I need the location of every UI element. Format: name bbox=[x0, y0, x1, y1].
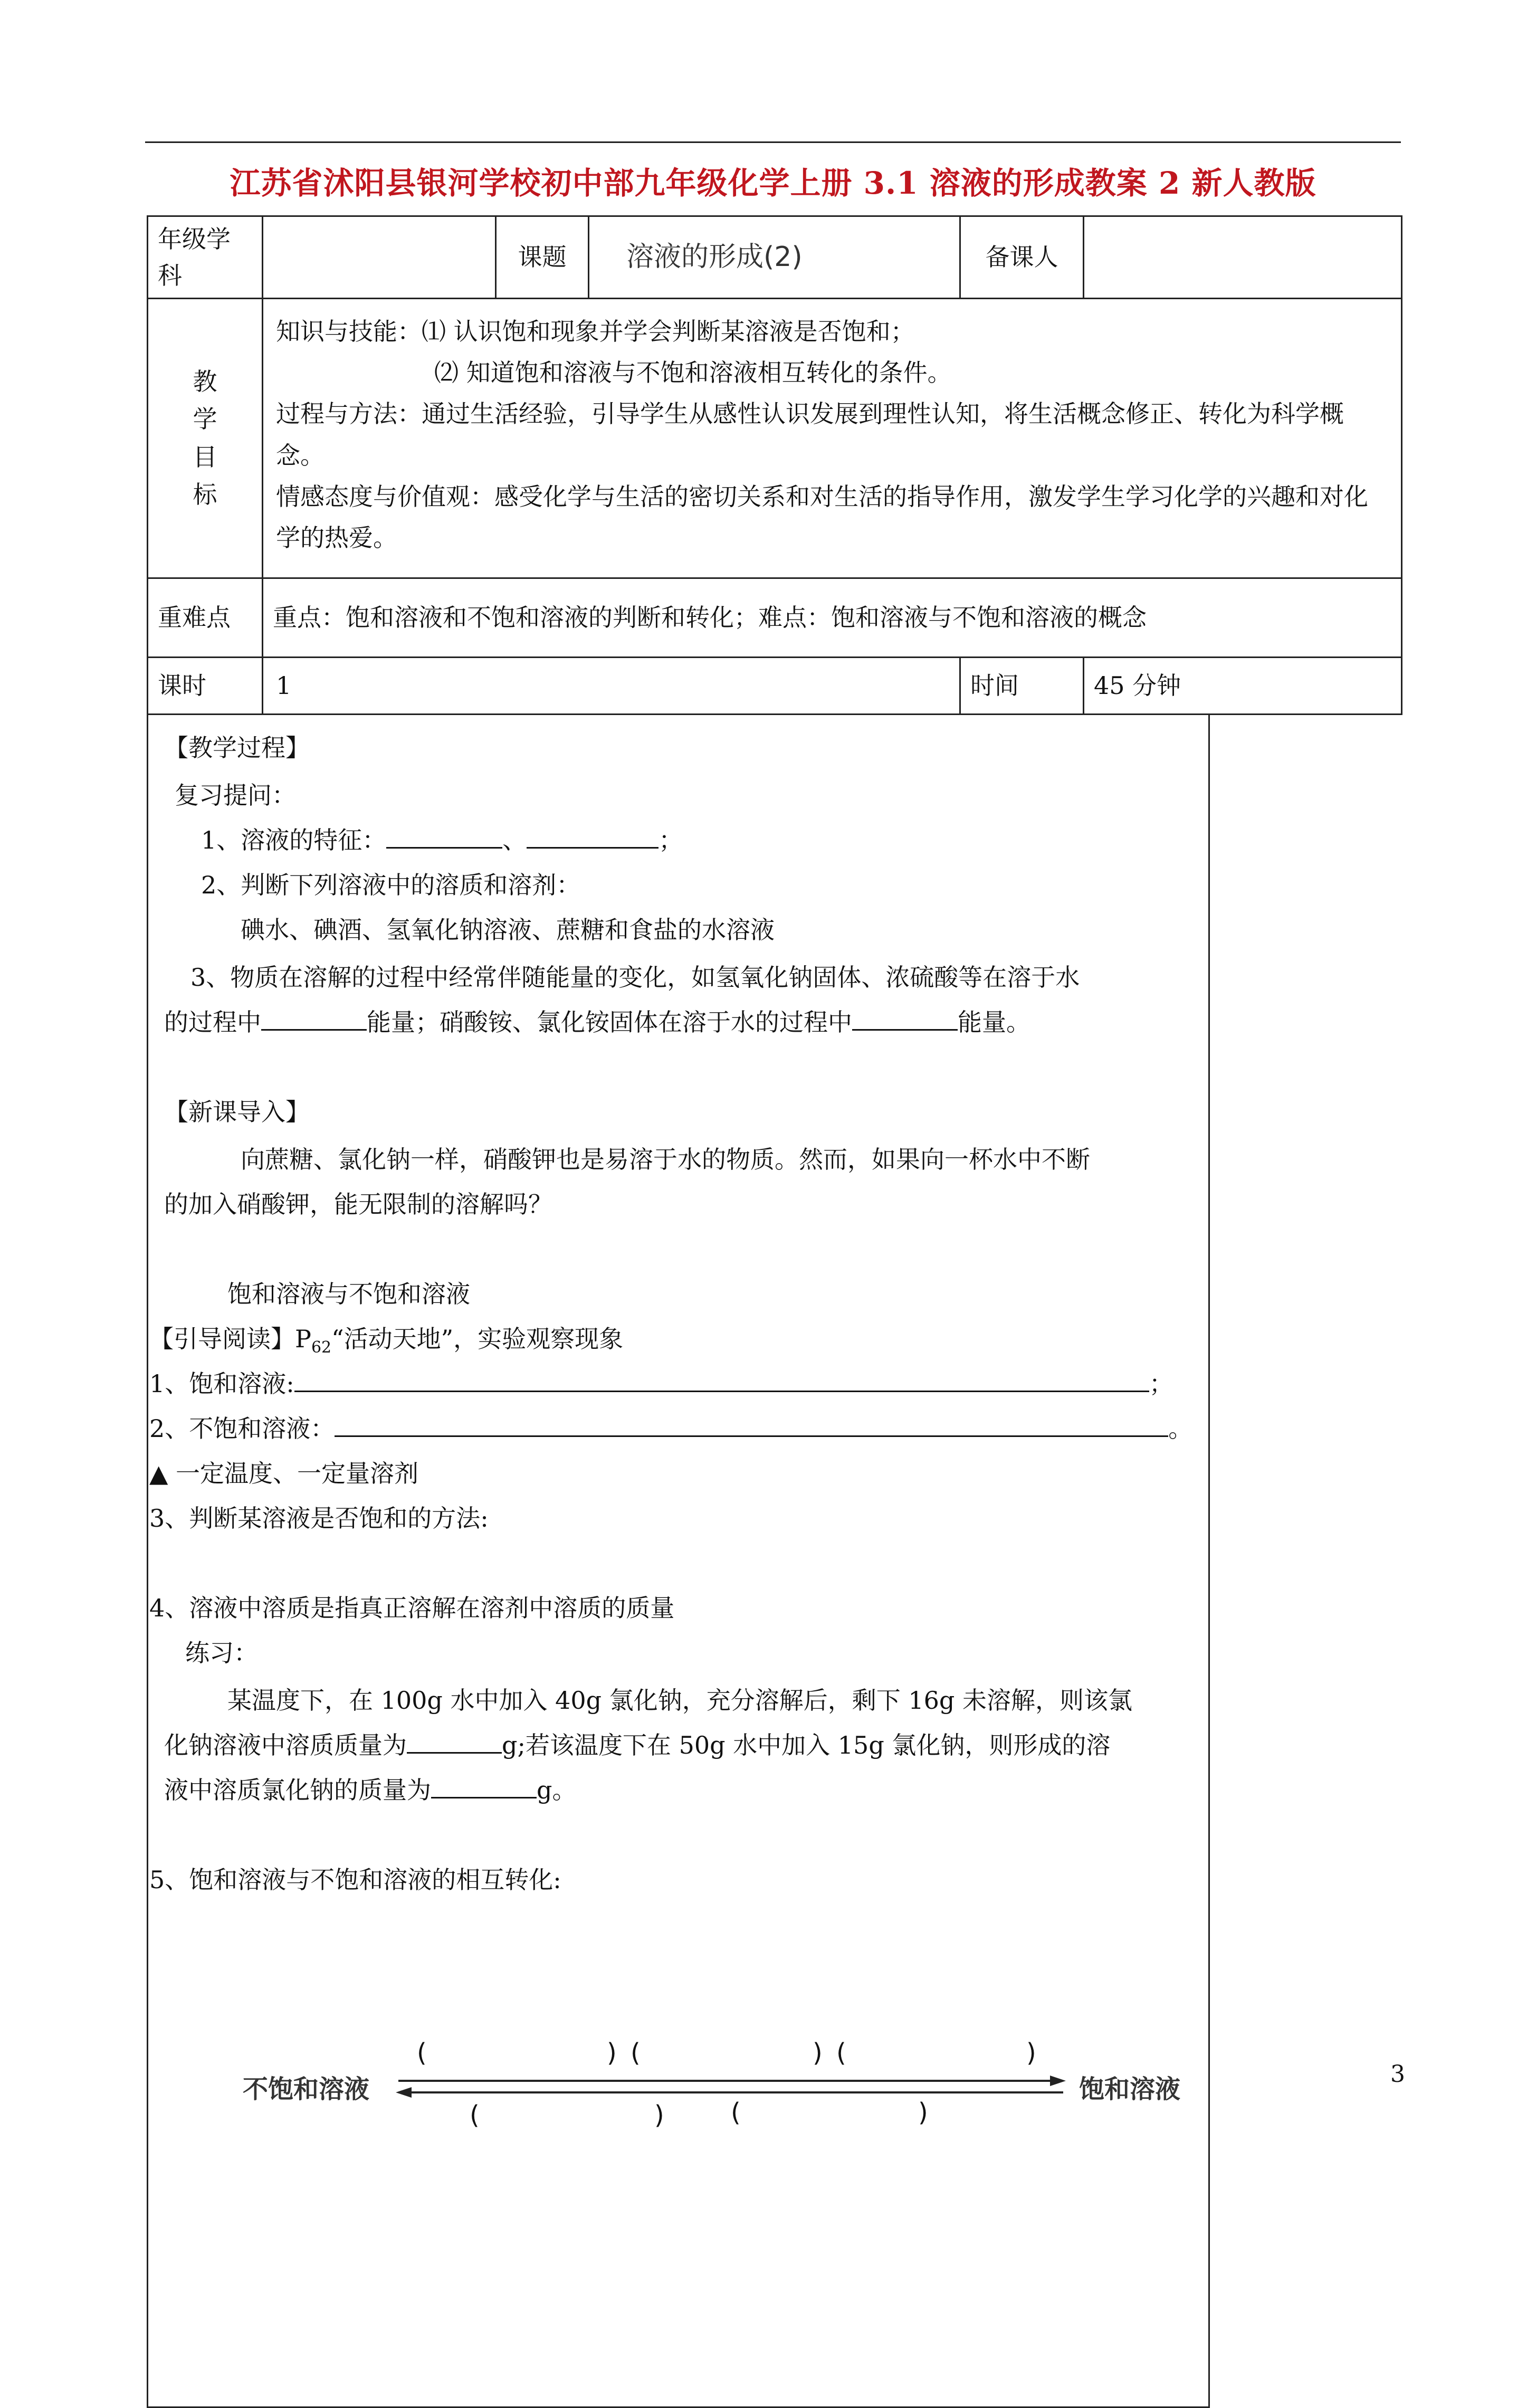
condition-paren-open: ( bbox=[836, 2038, 846, 2068]
condition-paren-close: ) bbox=[1026, 2038, 1036, 2068]
condition-paren-close: ) bbox=[813, 2038, 823, 2068]
topic-value: 溶液的形成 bbox=[626, 241, 764, 273]
topic-suffix: (2) bbox=[764, 241, 803, 273]
intro-heading: 【新课导入】 bbox=[164, 1098, 310, 1126]
topic-label: 课题 bbox=[518, 243, 567, 272]
exercise-line-2: 化钠溶液中溶质质量为 g;若该温度下在 50g 水中加入 15g 氯化钠，则形成的溶 bbox=[164, 1722, 1110, 1768]
goals-label-cell bbox=[148, 299, 263, 578]
answer-blank bbox=[261, 1005, 367, 1031]
time-label-cell bbox=[960, 658, 1084, 715]
condition-paren-close: ) bbox=[607, 2038, 617, 2068]
intro-line-2: 的加入硝酸钾，能无限制的溶解吗？ bbox=[164, 1190, 552, 1219]
goal-attitude: 情感态度与价值观：感受化学与生活的密切关系和对生活的指导作用，激发学生学习化学的兴趣和对化学的热爱。 bbox=[276, 482, 1368, 552]
question-3-line-1: 3、物质在溶解的过程中经常伴随能量的变化，如氢氧化钠固体、浓硫酸等在溶于水 bbox=[190, 963, 1080, 992]
answer-blank bbox=[407, 1728, 502, 1754]
item-unsaturated: 2、不饱和溶液： 。 bbox=[149, 1406, 1192, 1452]
grade-label-cell bbox=[148, 216, 263, 299]
time-label: 时间 bbox=[970, 671, 1019, 700]
grade-label: 年级学科 bbox=[158, 224, 231, 290]
key-value-cell bbox=[263, 578, 1402, 658]
goals-cell bbox=[263, 299, 1402, 578]
preparer-label-cell bbox=[960, 216, 1084, 299]
topic-value-cell bbox=[589, 216, 960, 299]
document-title: 江苏省沭阳县银河学校初中部九年级化学上册 3.1 溶液的形成教案 2 新人教版 bbox=[230, 165, 1316, 201]
practice-heading: 练习： bbox=[185, 1639, 258, 1667]
preparer-value-cell bbox=[1084, 216, 1402, 299]
condition-note: ▲ 一定温度、一定量溶剂 bbox=[149, 1459, 418, 1488]
question-2: 2、判断下列溶液中的溶质和溶剂： bbox=[201, 871, 581, 899]
answer-blank bbox=[294, 1366, 1149, 1392]
review-heading: 复习提问： bbox=[175, 781, 296, 810]
section-title: 饱和溶液与不饱和溶液 bbox=[227, 1280, 470, 1308]
period-value: 1 bbox=[276, 671, 292, 700]
goal-knowledge-2: ⑵ 知道饱和溶液与不饱和溶液相互转化的条件。 bbox=[434, 358, 952, 387]
key-value: 重点：饱和溶液和不饱和溶液的判断和转化；难点：饱和溶液与不饱和溶液的概念 bbox=[273, 603, 1147, 632]
question-3-line-2: 的过程中 能量；硝酸铵、氯化铵固体在溶于水的过程中 能量。 bbox=[164, 1000, 1030, 1045]
condition-paren-open: ( bbox=[470, 2100, 480, 2130]
exercise-line-1: 某温度下，在 100g 水中加入 40g 氯化钠，充分溶解后，剩下 16g 未溶解，则该氯 bbox=[227, 1686, 1132, 1715]
condition-paren-open: ( bbox=[631, 2038, 641, 2068]
period-label-cell bbox=[148, 658, 263, 715]
page-number: 3 bbox=[1390, 2061, 1405, 2088]
answer-blank bbox=[527, 823, 658, 849]
goals-label: 教学目标 bbox=[193, 367, 217, 509]
item-conversion: 5、饱和溶液与不饱和溶液的相互转化: bbox=[149, 1866, 561, 1894]
answer-blank bbox=[335, 1411, 1168, 1437]
answer-blank bbox=[431, 1773, 537, 1798]
info-table bbox=[147, 215, 1402, 715]
answer-blank bbox=[386, 823, 502, 849]
key-label-cell bbox=[148, 578, 263, 658]
time-value: 45 分钟 bbox=[1094, 671, 1181, 700]
grade-value-cell bbox=[263, 216, 496, 299]
item-saturated: 1、饱和溶液: ； bbox=[149, 1361, 1173, 1407]
goal-process: 过程与方法：通过生活经验，引导学生从感性认识发展到理性认知，将生活概念修正、转化为科学概念。 bbox=[276, 399, 1344, 470]
guide-reading: 【引导阅读】$P_{62}“$活动天地”，实验观察现象 bbox=[149, 1325, 624, 1357]
backward-arrow-head bbox=[396, 2087, 412, 2098]
process-heading: 【教学过程】 bbox=[164, 734, 310, 762]
condition-paren-close: ) bbox=[918, 2098, 928, 2127]
key-label: 重难点 bbox=[158, 603, 231, 632]
period-value-cell bbox=[263, 658, 960, 715]
answer-blank bbox=[852, 1005, 958, 1031]
header-rule bbox=[145, 141, 1401, 143]
item-judge-method: 3、判断某溶液是否饱和的方法: bbox=[149, 1504, 489, 1533]
topic-label-cell bbox=[496, 216, 589, 299]
question-1: 1、溶液的特征： 、 ； bbox=[201, 817, 683, 863]
conversion-diagram bbox=[243, 2038, 1245, 2158]
forward-arrow-head bbox=[1050, 2076, 1066, 2086]
period-label: 课时 bbox=[158, 671, 206, 700]
unsaturated-label: 不饱和溶液 bbox=[243, 2074, 370, 2104]
goal-knowledge-1: 知识与技能：⑴ 认识饱和现象并学会判断某溶液是否饱和； bbox=[276, 317, 915, 346]
condition-paren-open: ( bbox=[731, 2098, 741, 2127]
exercise-line-3: 液中溶质氯化钠的质量为 g。 bbox=[164, 1767, 576, 1813]
condition-paren-open: ( bbox=[417, 2038, 427, 2068]
intro-line-1: 向蔗糖、氯化钠一样，硝酸钾也是易溶于水的物质。然而，如果向一杯水中不断 bbox=[241, 1145, 1090, 1174]
item-solute-mass: 4、溶液中溶质是指真正溶解在溶剂中溶质的质量 bbox=[149, 1594, 675, 1622]
time-value-cell bbox=[1084, 658, 1402, 715]
preparer-label: 备课人 bbox=[985, 243, 1058, 272]
saturated-label: 饱和溶液 bbox=[1079, 2074, 1181, 2104]
condition-paren-close: ) bbox=[654, 2100, 664, 2130]
question-2-items: 碘水、碘酒、氢氧化钠溶液、蔗糖和食盐的水溶液 bbox=[241, 916, 775, 944]
